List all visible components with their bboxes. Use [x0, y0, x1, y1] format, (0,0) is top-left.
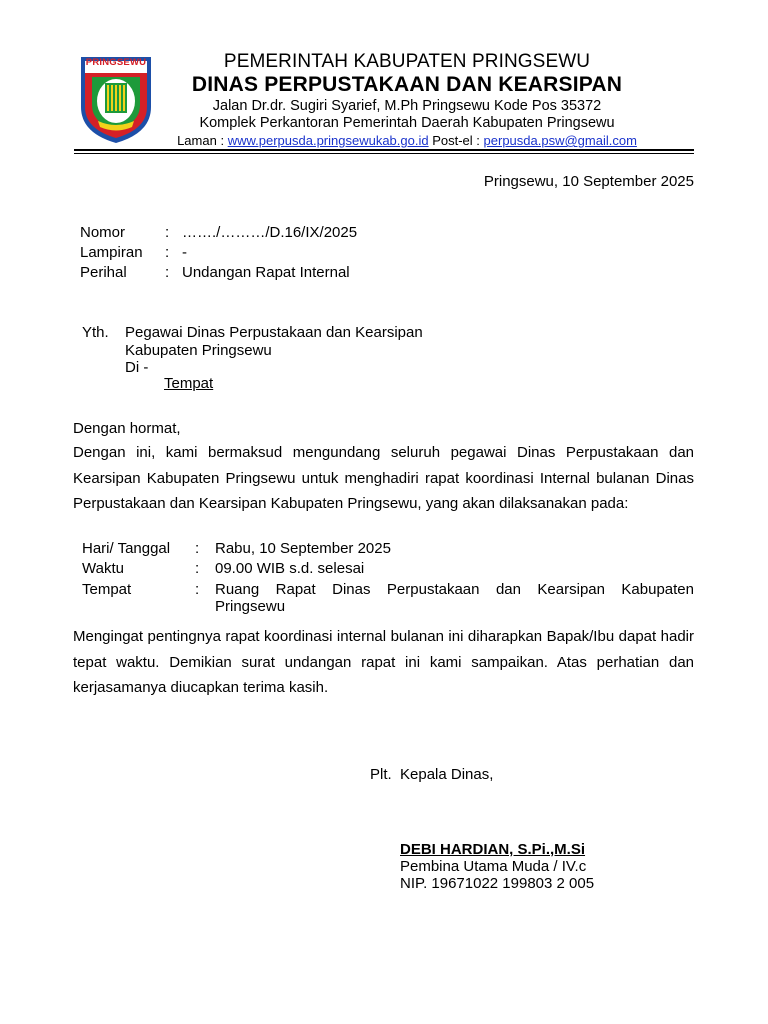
signature-title: Kepala Dinas,: [400, 766, 494, 783]
header-rule-thin: [74, 153, 694, 154]
email-link[interactable]: perpusda.psw@gmail.com: [483, 133, 637, 148]
meta-label-nomor: Nomor: [80, 224, 126, 241]
signatory-rank: Pembina Utama Muda / IV.c: [400, 858, 587, 875]
event-label-date: Hari/ Tanggal: [82, 540, 171, 557]
signatory-nip: NIP. 19671022 199803 2 005: [400, 875, 595, 892]
letter-date: Pringsewu, 10 September 2025: [483, 173, 694, 190]
email-label: Post-el :: [432, 133, 480, 148]
recipient-place: Tempat: [164, 375, 214, 392]
signature-title-prefix: Plt.: [370, 766, 392, 783]
address-line-1: Jalan Dr.dr. Sugiri Syarief, M.Ph Pringsewu Kode Pos 35372: [212, 98, 602, 114]
event-sep: :: [195, 560, 200, 577]
website-label: Laman :: [177, 133, 225, 148]
meta-sep: :: [165, 264, 170, 281]
regency-logo: [78, 55, 154, 145]
event-sep: :: [195, 581, 200, 598]
logo-text: PRINGSEWU: [85, 57, 147, 68]
recipient-line-2: Kabupaten Pringsewu: [125, 342, 272, 359]
contact-line: [160, 133, 654, 148]
meta-value-nomor: ……./………/D.16/IX/2025: [182, 224, 358, 241]
address-line-2: Komplek Perkantoran Pemerintah Daerah Kabupaten Pringsewu: [199, 115, 615, 131]
meta-value-lampiran: -: [182, 244, 187, 261]
event-sep: :: [195, 540, 200, 557]
meta-sep: :: [165, 244, 170, 261]
recipient-prefix: Yth.: [82, 324, 109, 341]
signatory-name: DEBI HARDIAN, S.Pi.,M.Si: [400, 841, 586, 858]
event-label-place: Tempat: [82, 581, 132, 598]
meta-label-lampiran: Lampiran: [80, 244, 143, 261]
meta-value-perihal: Undangan Rapat Internal: [182, 264, 350, 281]
event-value-place: Ruang Rapat Dinas Perpustakaan dan Kearsipan Kabupaten Pringsewu: [215, 581, 694, 615]
recipient-line-1: Pegawai Dinas Perpustakaan dan Kearsipan: [125, 324, 423, 341]
event-label-time: Waktu: [82, 560, 124, 577]
meta-label-perihal: Perihal: [80, 264, 127, 281]
government-name: PEMERINTAH KABUPATEN PRINGSEWU: [223, 51, 591, 72]
recipient-line-3: Di -: [125, 359, 149, 376]
body-paragraph: Dengan ini, kami bermaksud mengundang seluruh pegawai Dinas Perpustakaan dan Kearsipan Kabupaten Pringsewu untuk menghadiri rapat koordinasi Internal bulanan Dinas Perpustakaan dan Kearsipan Kabupaten Pringsewu, yang akan dilaksanakan pada:: [73, 444, 694, 512]
meta-sep: :: [165, 224, 170, 241]
website-link[interactable]: www.perpusda.pringsewukab.go.id: [227, 133, 429, 148]
header-rule-thick: [74, 149, 694, 151]
department-name: DINAS PERPUSTAKAAN DAN KEARSIPAN: [191, 73, 623, 96]
event-value-time: 09.00 WIB s.d. selesai: [215, 560, 365, 577]
salutation: Dengan hormat,: [73, 420, 181, 437]
closing-paragraph: Mengingat pentingnya rapat koordinasi internal bulanan ini diharapkan Bapak/Ibu dapat hadir tepat waktu. Demikian surat undangan rapat ini kami sampaikan. Atas perhatian dan kerjasamanya diucapkan terima kasih.: [73, 628, 694, 696]
event-value-date: Rabu, 10 September 2025: [215, 540, 391, 557]
